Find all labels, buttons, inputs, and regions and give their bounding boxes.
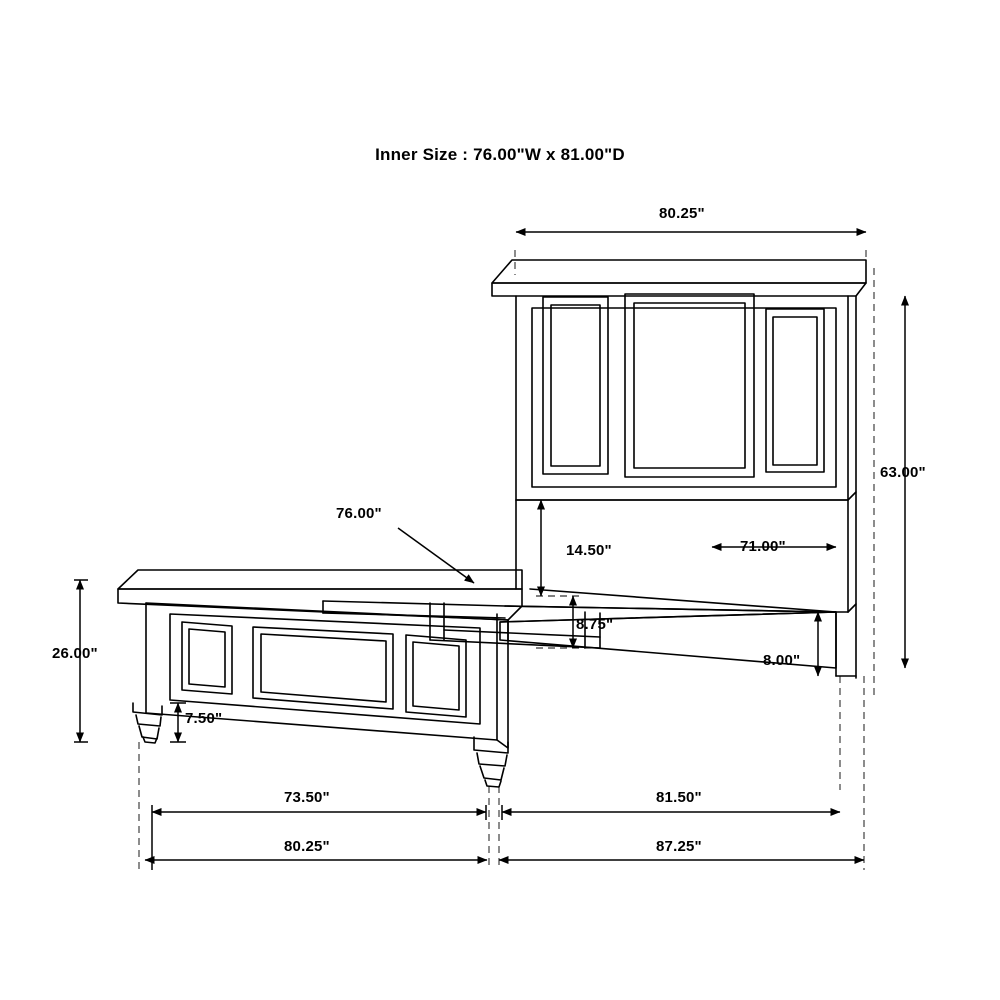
bed-illustration bbox=[118, 260, 866, 787]
slat-center-support-top bbox=[323, 601, 505, 606]
dimension-label-rail-to-headboard: 14.50" bbox=[566, 542, 612, 559]
dimension-label-footboard-inner-span: 73.50" bbox=[284, 789, 330, 806]
extension-lines bbox=[139, 250, 874, 870]
footboard-panel-right bbox=[406, 635, 466, 717]
dimension-label-inner-span: 71.00" bbox=[740, 538, 786, 555]
headboard-panel-right bbox=[766, 309, 824, 472]
headboard-panel-left-inner bbox=[551, 305, 600, 466]
headboard-body-right-edge bbox=[848, 296, 856, 500]
dimension-label-headboard-width: 80.25" bbox=[659, 205, 705, 222]
leader-lines bbox=[74, 528, 502, 870]
leader-76-00 bbox=[398, 528, 474, 583]
dimension-label-side-rail-clearance: 8.00" bbox=[763, 652, 801, 669]
dimension-label-inner-width-callout: 76.00" bbox=[336, 505, 382, 522]
headboard-panel-left bbox=[543, 297, 608, 474]
headboard-top-cap bbox=[492, 260, 866, 283]
side-rail-far-top-line bbox=[500, 612, 836, 622]
dimension-label-bed-length-rear: 81.50" bbox=[656, 789, 702, 806]
dimension-label-footboard-height: 26.00" bbox=[52, 645, 98, 662]
headboard-panel-center bbox=[625, 294, 754, 477]
headboard-inner-frame bbox=[532, 308, 836, 487]
headboard-panel-center-inner bbox=[634, 303, 745, 468]
headboard-post-right-chamfer bbox=[848, 604, 856, 612]
headboard-body bbox=[516, 296, 848, 500]
footboard-leg-left-ring bbox=[136, 715, 161, 726]
headboard-panel-right-inner bbox=[773, 317, 817, 465]
dimension-label-footboard-width: 80.25" bbox=[284, 838, 330, 855]
footboard-leg-right-foot bbox=[485, 780, 501, 787]
dimension-label-overall-length: 87.25" bbox=[656, 838, 702, 855]
dimension-label-slat-height: 8.75" bbox=[576, 616, 614, 633]
footboard-body-top bbox=[146, 603, 508, 620]
footboard-leg-right-taper bbox=[480, 766, 504, 780]
footboard-panel-center-inner bbox=[261, 634, 386, 702]
footboard-body-right-edge bbox=[497, 620, 508, 748]
footboard-panel-right-inner bbox=[413, 642, 459, 710]
dimension-label-footboard-leg-height: 7.50" bbox=[185, 710, 223, 727]
dimension-label-headboard-height: 63.00" bbox=[880, 464, 926, 481]
footboard-panel-left-inner bbox=[189, 629, 225, 687]
diagram-title: Inner Size : 76.00"W x 81.00"D bbox=[375, 145, 625, 164]
footboard-top-cap bbox=[118, 570, 522, 589]
footboard-leg-left-taper bbox=[139, 726, 159, 739]
footboard-leg-right-ring bbox=[477, 753, 507, 766]
